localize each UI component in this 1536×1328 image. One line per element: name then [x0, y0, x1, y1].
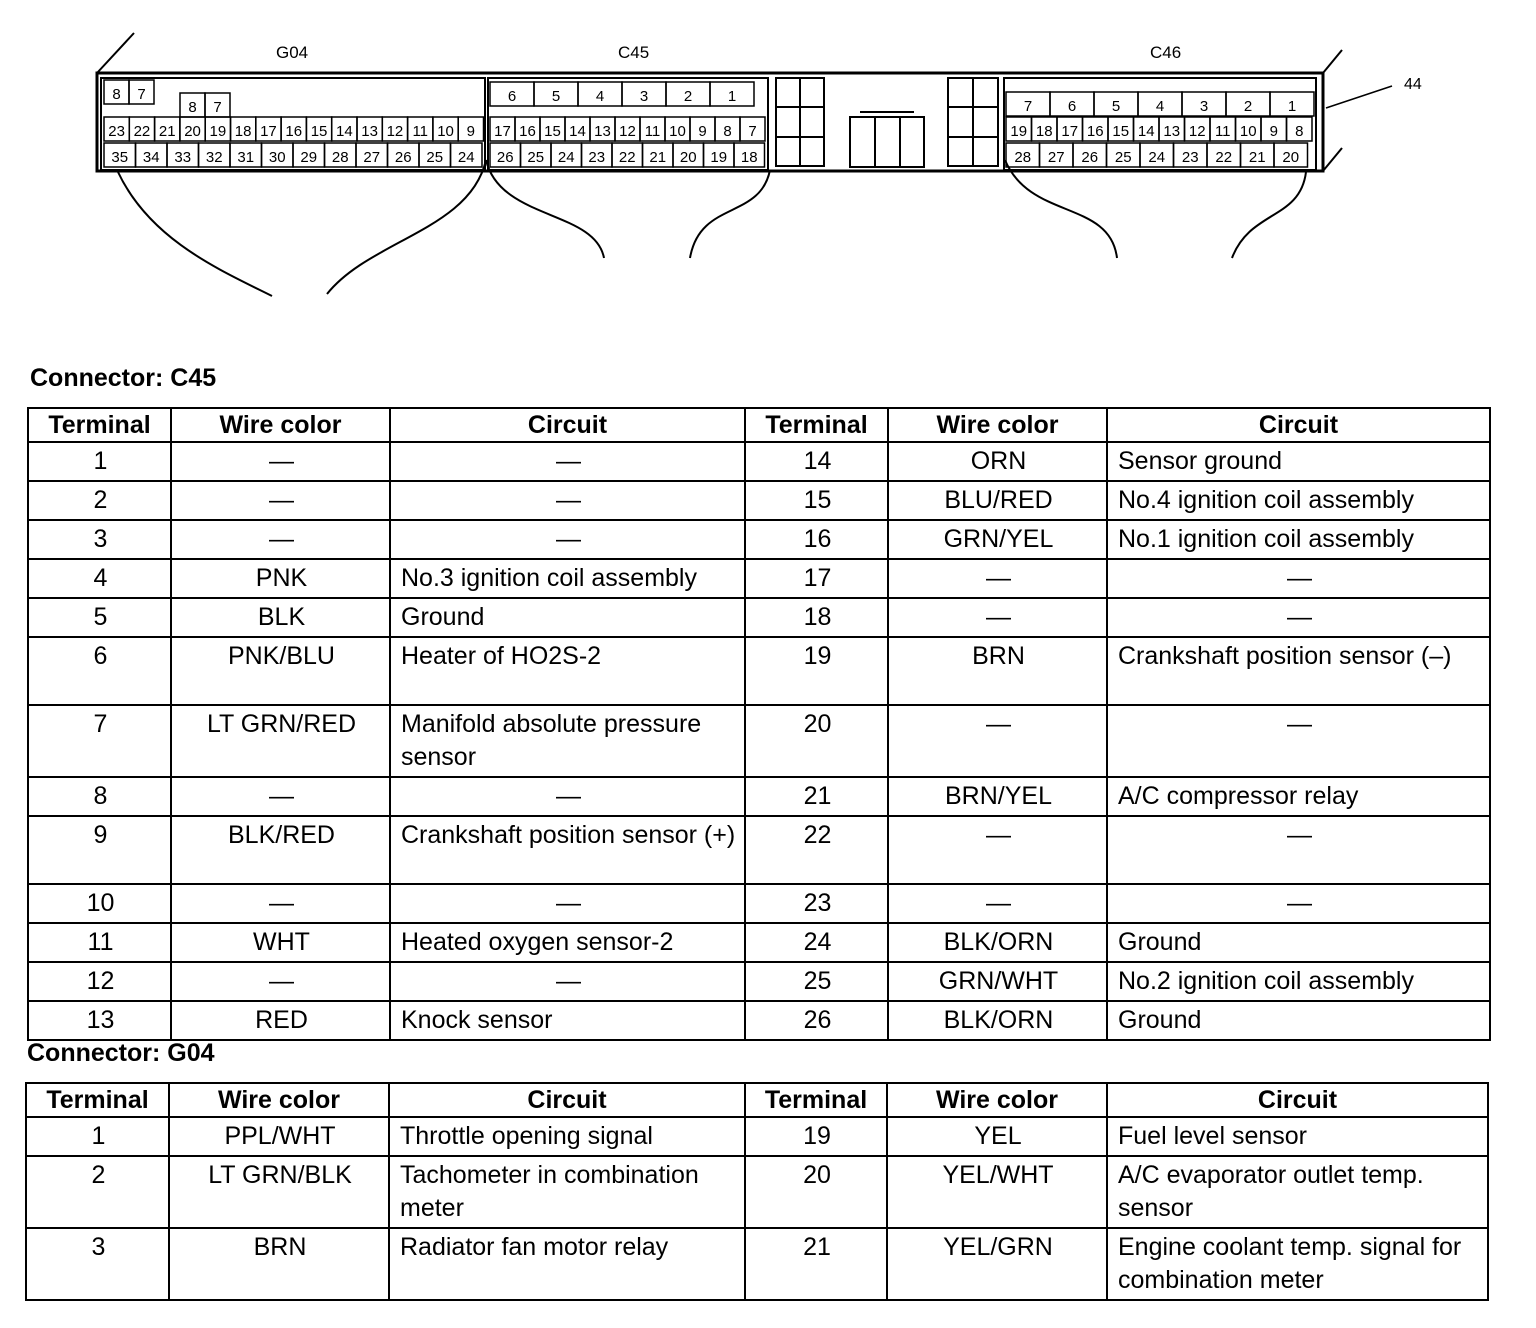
header-circuit: Circuit — [1107, 408, 1490, 442]
terminal-cell: 23 — [745, 884, 888, 923]
pin-number: 22 — [618, 149, 636, 166]
circuit-cell: Ground — [1107, 923, 1490, 962]
pin-number: 26 — [394, 149, 412, 166]
pin-number: 13 — [1163, 123, 1181, 140]
pin-number: 21 — [1248, 149, 1266, 166]
header-terminal: Terminal — [745, 408, 888, 442]
pin-number: 23 — [588, 149, 606, 166]
pin-number: 13 — [594, 123, 611, 140]
c45-pin-table — [27, 407, 1491, 1041]
wire-color-cell: ORN — [888, 442, 1107, 481]
wire-color-cell: BRN — [169, 1228, 389, 1300]
table-row — [28, 481, 1490, 520]
c45-title: Connector: C45 — [30, 364, 217, 392]
pin-number: 16 — [1086, 123, 1104, 140]
wire-color-cell: LT GRN/BLK — [169, 1156, 389, 1228]
circuit-cell: Heater of HO2S-2 — [390, 637, 745, 705]
terminal-cell: 20 — [745, 1156, 887, 1228]
pin-number: 27 — [1047, 149, 1065, 166]
wire-color-cell: BRN/YEL — [888, 777, 1107, 816]
table-row — [28, 598, 1490, 637]
circuit-cell: Throttle opening signal — [389, 1117, 745, 1156]
terminal-cell: 6 — [28, 637, 171, 705]
wire-color-cell: BLU/RED — [888, 481, 1107, 520]
pin-number: 18 — [740, 149, 758, 166]
pin-number: 15 — [544, 123, 561, 140]
wire-color-cell: YEL/GRN — [887, 1228, 1107, 1300]
table-row — [28, 1001, 1490, 1040]
table-row — [28, 884, 1490, 923]
pin-number: 21 — [649, 149, 667, 166]
pin-number: 8 — [723, 123, 732, 140]
wire-color-cell: — — [888, 559, 1107, 598]
circuit-cell: Radiator fan motor relay — [389, 1228, 745, 1300]
pin-number: 12 — [619, 123, 636, 140]
table-row — [28, 923, 1490, 962]
circuit-cell: A/C compressor relay — [1107, 777, 1490, 816]
circuit-cell: Fuel level sensor — [1107, 1117, 1488, 1156]
pin-number: 7 — [137, 86, 146, 103]
wire-color-cell: RED — [171, 1001, 390, 1040]
pin-number: 1 — [727, 88, 737, 105]
wire-color-cell: — — [171, 481, 390, 520]
circuit-cell: — — [390, 520, 745, 559]
circuit-cell: Heated oxygen sensor-2 — [390, 923, 745, 962]
pin-number: 3 — [1199, 98, 1209, 115]
callout-label: 44 — [1404, 76, 1422, 93]
table-row — [28, 637, 1490, 705]
pin-number: 7 — [1023, 98, 1033, 115]
pin-number: 17 — [494, 123, 511, 140]
pin-number: 33 — [174, 149, 192, 166]
terminal-cell: 17 — [745, 559, 888, 598]
wire-color-cell: GRN/YEL — [888, 520, 1107, 559]
pin-number: 20 — [184, 123, 201, 140]
pin-number: 31 — [237, 149, 255, 166]
terminal-cell: 20 — [745, 705, 888, 777]
circuit-cell: No.4 ignition coil assembly — [1107, 481, 1490, 520]
ecm-connector-diagram — [0, 0, 1536, 320]
terminal-cell: 12 — [28, 962, 171, 1001]
connector-label-c45: C45 — [618, 43, 650, 62]
pin-number: 32 — [205, 149, 223, 166]
header-wire-color: Wire color — [169, 1083, 389, 1117]
circuit-cell: — — [1107, 559, 1490, 598]
pin-number: 8 — [188, 99, 197, 116]
circuit-cell: Ground — [390, 598, 745, 637]
terminal-cell: 13 — [28, 1001, 171, 1040]
pin-number: 9 — [466, 123, 476, 140]
wire-color-cell: LT GRN/RED — [171, 705, 390, 777]
terminal-cell: 18 — [745, 598, 888, 637]
pin-number: 17 — [1061, 123, 1079, 140]
header-wire-color: Wire color — [171, 408, 390, 442]
circuit-cell: Crankshaft position sensor (+) — [390, 816, 745, 884]
pin-number: 2 — [683, 88, 693, 105]
circuit-cell: Crankshaft position sensor (–) — [1107, 637, 1490, 705]
wire-color-cell: BLK — [171, 598, 390, 637]
wire-color-cell: — — [171, 962, 390, 1001]
circuit-cell: — — [390, 884, 745, 923]
pin-number: 12 — [1188, 123, 1206, 140]
pin-number: 3 — [639, 88, 649, 105]
wire-color-cell: BLK/ORN — [888, 923, 1107, 962]
table-row — [28, 520, 1490, 559]
pin-number: 21 — [158, 123, 176, 140]
pin-number: 7 — [748, 123, 757, 140]
header-wire-color: Wire color — [887, 1083, 1107, 1117]
circuit-cell: Engine coolant temp. signal for combination meter — [1107, 1228, 1488, 1300]
wire-color-cell: — — [171, 442, 390, 481]
terminal-cell: 4 — [28, 559, 171, 598]
circuit-cell: — — [390, 481, 745, 520]
terminal-cell: 5 — [28, 598, 171, 637]
pin-number: 19 — [710, 149, 728, 166]
pin-number: 17 — [260, 123, 277, 140]
pin-number: 18 — [1035, 123, 1053, 140]
terminal-cell: 3 — [26, 1228, 169, 1300]
pin-number: 14 — [569, 123, 586, 140]
circuit-cell: — — [390, 962, 745, 1001]
wire-color-cell: YEL/WHT — [887, 1156, 1107, 1228]
pin-number: 29 — [300, 149, 318, 166]
wire-color-cell: WHT — [171, 923, 390, 962]
pin-number: 28 — [1014, 149, 1032, 166]
header-wire-color: Wire color — [888, 408, 1107, 442]
connector-label-c46: C46 — [1150, 43, 1182, 62]
pin-number: 8 — [1295, 123, 1304, 140]
pin-number: 9 — [1269, 123, 1278, 140]
circuit-cell: — — [1107, 598, 1490, 637]
circuit-cell: Manifold absolute pressure sensor — [390, 705, 745, 777]
table-row — [28, 962, 1490, 1001]
pin-number: 19 — [209, 123, 227, 140]
header-circuit: Circuit — [390, 408, 745, 442]
wire-color-cell: — — [888, 705, 1107, 777]
terminal-cell: 21 — [745, 777, 888, 816]
wire-color-cell: — — [888, 816, 1107, 884]
pin-number: 11 — [644, 123, 661, 140]
pin-number: 23 — [108, 123, 125, 140]
pin-number: 16 — [285, 123, 303, 140]
pin-number: 26 — [496, 149, 514, 166]
circuit-cell: No.3 ignition coil assembly — [390, 559, 745, 598]
pin-number: 14 — [1137, 123, 1155, 140]
table-row — [26, 1156, 1488, 1228]
table-row — [26, 1228, 1488, 1300]
wire-color-cell: — — [171, 777, 390, 816]
pin-number: 5 — [551, 88, 561, 105]
terminal-cell: 1 — [26, 1117, 169, 1156]
pin-number: 2 — [1243, 98, 1253, 115]
c45-header-row — [28, 408, 1490, 442]
terminal-cell: 15 — [745, 481, 888, 520]
terminal-cell: 3 — [28, 520, 171, 559]
pin-number: 19 — [1010, 123, 1028, 140]
header-terminal: Terminal — [28, 408, 171, 442]
header-terminal: Terminal — [745, 1083, 887, 1117]
terminal-cell: 1 — [28, 442, 171, 481]
pin-number: 22 — [1215, 149, 1233, 166]
center-block-middle — [850, 112, 924, 167]
table-row — [28, 442, 1490, 481]
pin-number: 6 — [1067, 98, 1077, 115]
pin-number: 24 — [557, 149, 575, 166]
circuit-cell: A/C evaporator outlet temp. sensor — [1107, 1156, 1488, 1228]
wire-color-cell: BLK/ORN — [888, 1001, 1107, 1040]
table-row — [28, 777, 1490, 816]
circuit-cell: Tachometer in combination meter — [389, 1156, 745, 1228]
pin-number: 27 — [363, 149, 381, 166]
pin-number: 11 — [412, 123, 429, 140]
terminal-cell: 21 — [745, 1228, 887, 1300]
circuit-cell: Sensor ground — [1107, 442, 1490, 481]
terminal-cell: 2 — [28, 481, 171, 520]
pin-number: 4 — [1155, 98, 1165, 115]
pin-number: 10 — [437, 123, 454, 140]
terminal-cell: 19 — [745, 637, 888, 705]
pin-number: 25 — [1114, 149, 1132, 166]
header-terminal: Terminal — [26, 1083, 169, 1117]
wire-color-cell: BRN — [888, 637, 1107, 705]
pin-number: 34 — [142, 149, 160, 166]
table-row — [28, 559, 1490, 598]
wire-color-cell: — — [171, 520, 390, 559]
header-circuit: Circuit — [389, 1083, 745, 1117]
terminal-cell: 9 — [28, 816, 171, 884]
pin-number: 24 — [1148, 149, 1166, 166]
wire-color-cell: BLK/RED — [171, 816, 390, 884]
terminal-cell: 22 — [745, 816, 888, 884]
circuit-cell: — — [1107, 816, 1490, 884]
center-block-left — [776, 78, 824, 166]
center-block-right — [948, 78, 998, 166]
pin-number: 16 — [519, 123, 536, 140]
terminal-cell: 25 — [745, 962, 888, 1001]
wire-color-cell: YEL — [887, 1117, 1107, 1156]
pin-number: 1 — [1287, 98, 1297, 115]
pin-number: 4 — [595, 88, 605, 105]
pin-number: 14 — [336, 123, 353, 140]
terminal-cell: 10 — [28, 884, 171, 923]
circuit-cell: Ground — [1107, 1001, 1490, 1040]
circuit-cell: Knock sensor — [390, 1001, 745, 1040]
g04-header-row — [26, 1083, 1488, 1117]
wire-color-cell: — — [171, 884, 390, 923]
pin-number: 20 — [679, 149, 697, 166]
pin-number: 24 — [457, 149, 475, 166]
terminal-cell: 8 — [28, 777, 171, 816]
wire-color-cell: GRN/WHT — [888, 962, 1107, 1001]
pin-number: 8 — [112, 86, 121, 103]
table-row — [28, 816, 1490, 884]
circuit-cell: No.1 ignition coil assembly — [1107, 520, 1490, 559]
pin-number: 10 — [669, 123, 686, 140]
pin-number: 5 — [1111, 98, 1121, 115]
pin-number: 22 — [133, 123, 151, 140]
pin-number: 10 — [1239, 123, 1257, 140]
wire-color-cell: — — [888, 884, 1107, 923]
wire-color-cell: — — [888, 598, 1107, 637]
terminal-cell: 19 — [745, 1117, 887, 1156]
pin-number: 13 — [361, 123, 378, 140]
g04-title: Connector: G04 — [27, 1039, 215, 1067]
terminal-cell: 11 — [28, 923, 171, 962]
pin-number: 11 — [1214, 123, 1231, 140]
wire-color-cell: PNK/BLU — [171, 637, 390, 705]
pin-number: 9 — [698, 123, 707, 140]
pin-number: 18 — [234, 123, 252, 140]
pin-number: 28 — [331, 149, 349, 166]
pin-number: 12 — [386, 123, 404, 140]
pin-number: 15 — [310, 123, 328, 140]
pin-number: 25 — [527, 149, 545, 166]
pin-number: 23 — [1181, 149, 1199, 166]
connector-label-g04: G04 — [276, 43, 309, 62]
circuit-cell: — — [390, 777, 745, 816]
pin-number: 15 — [1112, 123, 1130, 140]
pin-number: 25 — [426, 149, 444, 166]
pin-number: 6 — [507, 88, 517, 105]
circuit-cell: — — [1107, 884, 1490, 923]
terminal-cell: 26 — [745, 1001, 888, 1040]
pin-number: 26 — [1081, 149, 1099, 166]
wire-color-cell: PNK — [171, 559, 390, 598]
terminal-cell: 2 — [26, 1156, 169, 1228]
terminal-cell: 16 — [745, 520, 888, 559]
circuit-cell: — — [390, 442, 745, 481]
terminal-cell: 7 — [28, 705, 171, 777]
terminal-cell: 24 — [745, 923, 888, 962]
g04-pin-table — [25, 1082, 1489, 1301]
header-circuit: Circuit — [1107, 1083, 1488, 1117]
pin-number: 30 — [268, 149, 286, 166]
circuit-cell: — — [1107, 705, 1490, 777]
table-row — [26, 1117, 1488, 1156]
pin-number: 35 — [111, 149, 129, 166]
table-row — [28, 705, 1490, 777]
pin-number: 20 — [1282, 149, 1300, 166]
circuit-cell: No.2 ignition coil assembly — [1107, 962, 1490, 1001]
pin-number: 7 — [213, 99, 222, 116]
terminal-cell: 14 — [745, 442, 888, 481]
wire-color-cell: PPL/WHT — [169, 1117, 389, 1156]
